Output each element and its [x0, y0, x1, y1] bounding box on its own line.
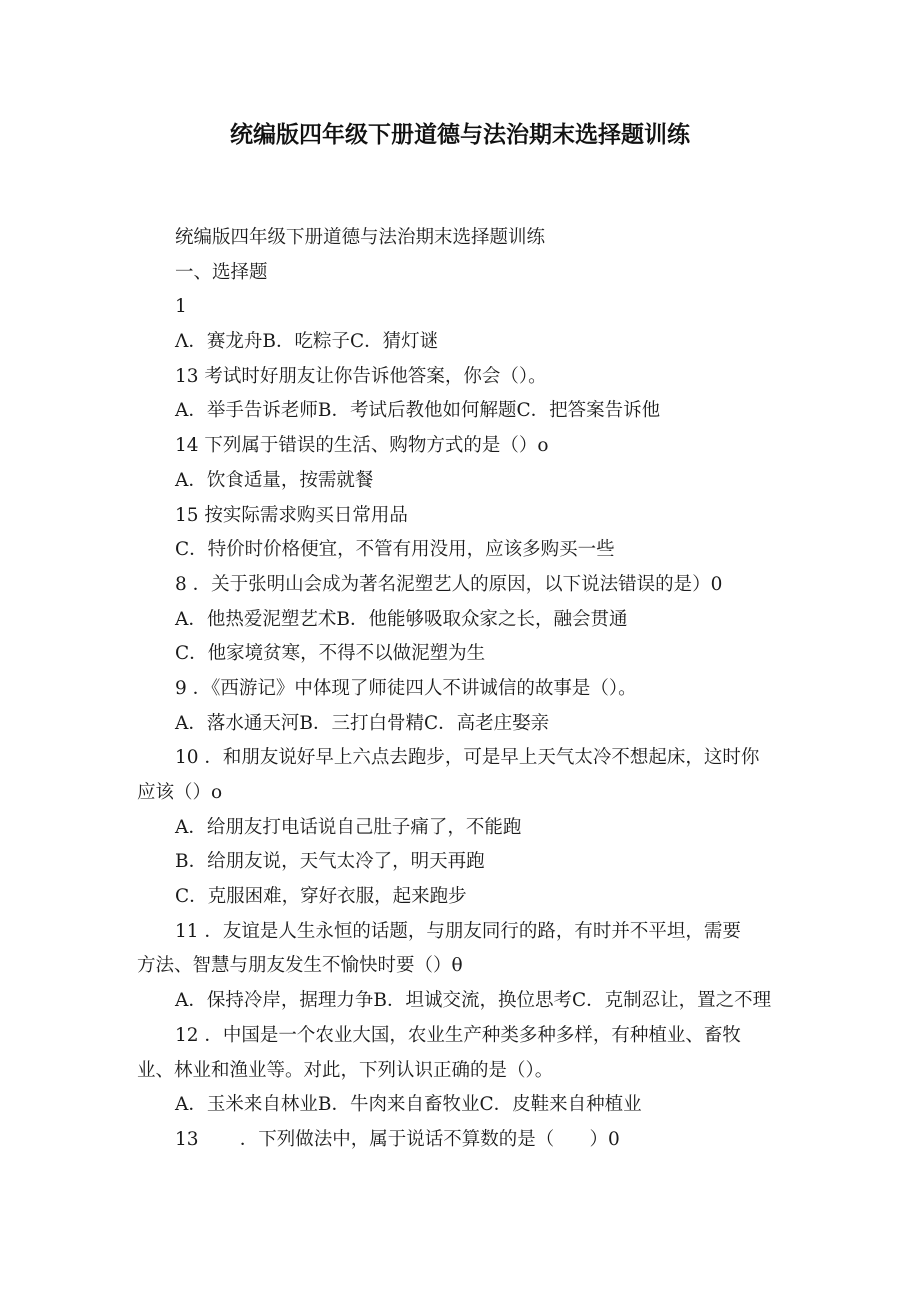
answer-options: A．举手告诉老师B．考试后教他如何解题C．把答案告诉他 — [175, 400, 661, 422]
question-text: 10 ．和朋友说好早上六点去跑步，可是早上天气太冷不想起床，这时你 — [175, 747, 760, 769]
question-text-continuation: 应该（）o — [137, 782, 223, 803]
answer-options: A．保持冷岸，据理力争B．坦诚交流，换位思考C．克制忍让，置之不理 — [175, 990, 772, 1012]
question-text: 9 ．《西游记》中体现了师徒四人不讲诚信的故事是（）。 — [175, 677, 637, 699]
question-text-continuation: 业、林业和渔业等。对此，下列认识正确的是（）。 — [137, 1059, 554, 1081]
section-heading: 一、选择题 — [175, 261, 268, 283]
answer-option: A．饮食适量，按需就餐 — [175, 469, 374, 491]
document-body — [137, 221, 797, 1158]
question-number: 1 — [175, 296, 187, 318]
question-text: 12 ．中国是一个农业大国，农业生产种类多种多样，有种植业、畜牧 — [175, 1024, 741, 1046]
answer-options: Λ．赛龙舟B．吃粽子C．猜灯谜 — [175, 331, 439, 353]
question-text: 13 ．下列做法中，属于说话不算数的是（ ）0 — [175, 1128, 620, 1150]
question-text: 11 ．友谊是人生永恒的话题，与朋友同行的路，有时并不平坦，需要 — [175, 920, 741, 942]
answer-option: B．给朋友说，天气太冷了，明天再跑 — [175, 851, 485, 873]
question-text: 13 考试时好朋友让你告诉他答案，你会（）。 — [175, 365, 547, 387]
answer-options: A．落水通天河B．三打白骨精C．高老庄娶亲 — [175, 712, 550, 734]
answer-options: A．玉米来自林业B．牛肉来自畜牧业C．皮鞋来自种植业 — [175, 1094, 642, 1116]
answer-option: C．克服困难，穿好衣服，起来跑步 — [175, 886, 467, 908]
text-line: 统编版四年级下册道德与法治期末选择题训练 — [175, 227, 546, 248]
document-title: 统编版四年级下册道德与法治期末选择题训练 — [230, 122, 690, 148]
question-text: 14 下列属于错误的生活、购物方式的是（）o — [175, 435, 549, 457]
question-text: 8 ．关于张明山会成为著名泥塑艺人的原因，以下说法错误的是）0 — [175, 573, 723, 595]
answer-option: A．给朋友打电话说自己肚子痛了，不能跑 — [175, 816, 522, 838]
answer-option: C．特价时价格便宜，不管有用没用，应该多购买一些 — [175, 539, 615, 561]
answer-option: C．他家境贫寒，不得不以做泥塑为生 — [175, 643, 486, 665]
question-text-continuation: 方法、智慧与朋友发生不愉快时要（）θ — [137, 955, 463, 977]
answer-options: A．他热爱泥塑艺术B．他能够吸取众家之长，融会贯通 — [175, 608, 628, 630]
question-text: 15 按实际需求购买日常用品 — [175, 504, 408, 526]
